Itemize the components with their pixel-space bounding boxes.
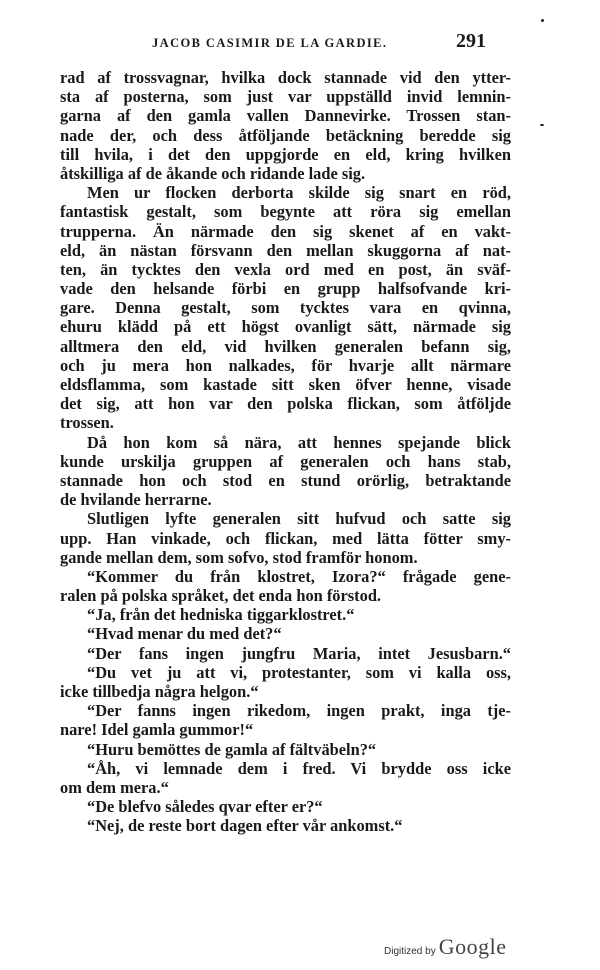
text-line: “De blefvo således qvar efter er?“ xyxy=(87,797,323,817)
text-line: “Der fans ingen jungfru Maria, intet Jesusbarn.“ xyxy=(87,643,511,663)
text-line: ten, än tycktes den vexla ord med en post, än sväf- xyxy=(60,259,511,279)
margin-speck xyxy=(540,124,544,126)
text-line: “Der fanns ingen rikedom, ingen prakt, inga tje- xyxy=(87,701,511,721)
text-line: “Hvad menar du med det?“ xyxy=(87,624,282,644)
text-line: “Åh, vi lemnade dem i fred. Vi brydde oss icke xyxy=(87,758,511,778)
text-line: till hvila, i det den uppgjorde en eld, kring hvilken xyxy=(60,144,511,164)
text-line: rad af trossvagnar, hvilka dock stannade vid den ytter- xyxy=(60,68,511,87)
text-line: ehuru klädd på ett högst ovanligt sätt, närmade sig xyxy=(60,317,511,337)
running-title: JACOB CASIMIR DE LA GARDIE. xyxy=(152,36,388,50)
text-line: upp. Han vinkade, och flickan, med lätta fötter smy- xyxy=(60,528,511,548)
digitized-watermark xyxy=(384,934,524,964)
text-line: åtskilliga af de åkande och ridande lade sig. xyxy=(60,163,366,183)
text-line: stannade hon och stod en stund orörlig, betraktande xyxy=(60,470,511,490)
text-line: det sig, att hon var den polska flickan, som åtföljde xyxy=(60,394,511,414)
text-line: fantastisk gestalt, som begynte att röra sig emellan xyxy=(60,202,511,222)
text-line: “Ja, från det hedniska tiggarklostret.“ xyxy=(87,605,355,625)
text-line: trossen. xyxy=(60,413,114,433)
text-line: och ju mera hon nalkades, för hvarje allt närmare xyxy=(60,355,511,375)
text-line: Slutligen lyfte generalen sitt hufvud och satte sig xyxy=(87,509,511,529)
text-line: de hvilande herrarne. xyxy=(60,490,212,510)
digitized-by-label: Digitized by xyxy=(384,946,436,957)
text-line: kunde urskilja gruppen af generalen och hans stab, xyxy=(60,451,511,471)
text-line: Men ur flocken derborta skilde sig snart en röd, xyxy=(87,183,511,203)
text-line: garna af den gamla vallen Dannevirke. Trossen stan- xyxy=(60,106,511,126)
text-line: “Huru bemöttes de gamla af fältväbeln?“ xyxy=(87,739,377,759)
page-header xyxy=(60,28,486,58)
text-line: icke tillbedja några helgon.“ xyxy=(60,682,259,701)
text-line: “Kommer du från klostret, Izora?“ frågade gene- xyxy=(87,566,511,586)
page-number: 291 xyxy=(456,30,486,52)
text-line: alltmera den eld, vid hvilken generalen befann sig, xyxy=(60,336,511,356)
text-line: vade den helsande förbi en grupp halfsofvande kri- xyxy=(60,279,511,299)
text-line: eldsflamma, som kastade sitt sken öfver henne, visade xyxy=(60,375,511,394)
text-line: sta af posterna, som just var uppställd invid lemnin- xyxy=(60,87,511,107)
text-line: nare! Idel gamla gummor!“ xyxy=(60,720,254,740)
text-line: om dem mera.“ xyxy=(60,777,169,797)
text-line: ralen på polska språket, det enda hon förstod. xyxy=(60,586,382,606)
text-line: nade der, och dess åtföljande betäckning beredde sig xyxy=(60,125,511,145)
text-line: trupperna. Än närmade den sig skenet af en vakt- xyxy=(60,221,511,241)
text-line: “Nej, de reste bort dagen efter vår ankomst.“ xyxy=(87,816,403,836)
text-line: gande mellan dem, som sofvo, stod framför honom. xyxy=(60,547,418,567)
margin-speck xyxy=(541,19,544,22)
body-text xyxy=(60,68,511,836)
google-logo: Google xyxy=(438,934,507,959)
text-line: gare. Denna gestalt, som tycktes vara en qvinna, xyxy=(60,298,511,318)
text-line: Då hon kom så nära, att hennes spejande blick xyxy=(87,432,511,452)
text-line: eld, än nästan försvann den mellan skuggorna af nat- xyxy=(60,240,511,260)
text-line: “Du vet ju att vi, protestanter, som vi kalla oss, xyxy=(87,662,511,682)
